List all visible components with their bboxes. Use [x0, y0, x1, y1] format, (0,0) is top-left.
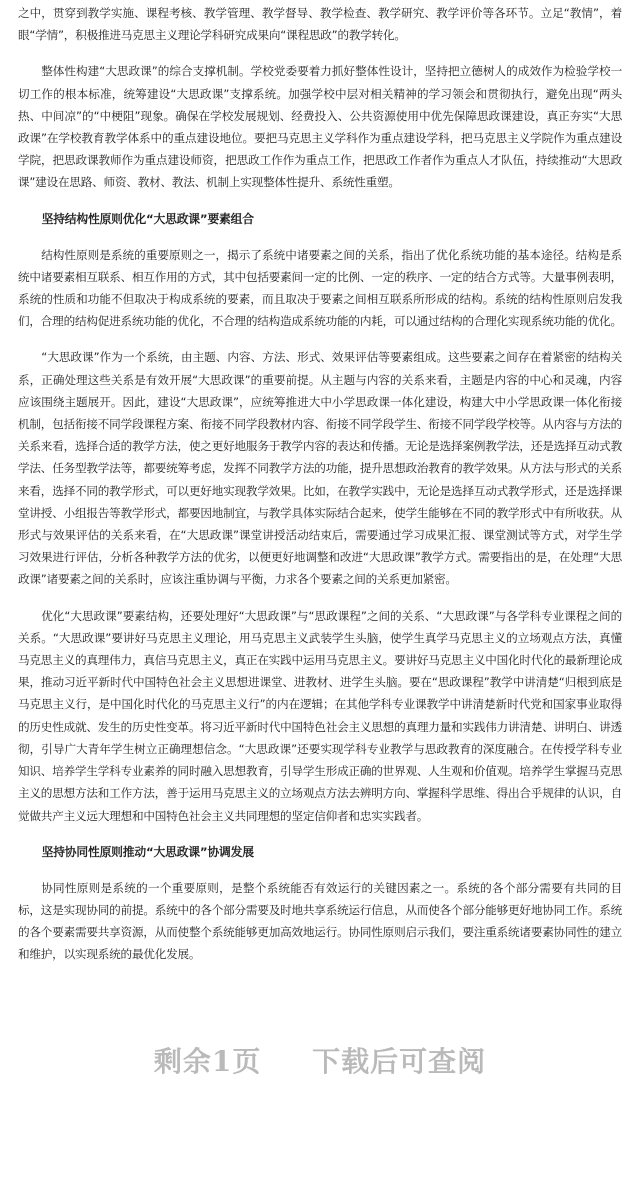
- paragraph: 结构性原则是系统的重要原则之一，揭示了系统中诸要素之间的关系，指出了优化系统功能的基本途径。结构是系统中诸要素相互联系、相互作用的方式，其中包括要素间一定的比例、一定的秩序、一定的结合方式等。大量事例表明，系统的性质和功能不但取决于构成系统的要素，而且取决于要素之间相互联系所形成的结构。系统的结构性原则启发我们，合理的结构促进系统功能的优化，不合理的结构造成系统功能的内耗，可以通过结构的合理化实现系统功能的优化。: [18, 247, 622, 329]
- paragraph: “大思政课”作为一个系统，由主题、内容、方法、形式、效果评估等要素组成。这些要素之间存在着紧密的结构关系，正确处理这些关系是有效开展“大思政课”的重要前提。从主题与内容的关系来看，主题是内容的中心和灵魂，内容应该围绕主题展开。因此，建设“大思政课”，应统筹推进大中小学思政课一体化建设，构建大中小学思政课一体化衔接机制，包括衔接不同学段课程方案、衔接不同学段教材内容、衔接不同学段学生、衔接不同学段学校等。从内容与方法的关系来看，选择合适的教学方法，使之更好地服务于教学内容的表达和传播。无论是选择案例教学法，还是选择互动式教学法、任务型教学法等，都要统筹考虑，发挥不同教学方法的功能，提升思想政治教育的教学效果。从方法与形式的关系来看，选择不同的教学形式，可以更好地实现教学效果。比如，在教学实践中，无论是选择互动式教学形式，还是选择课堂讲授、小组报告等教学形式，都要因地制宜，与教学具体实际结合起来，使学生能够在不同的教学形式中有所收获。从形式与效果评估的关系来看，在“大思政课”课堂讲授活动结束后，需要通过学习成果汇报、课堂测试等方式，对学生学习效果进行评估，分析各种教学方法的优劣，以便更好地调整和改进“大思政课”教学方式。需要指出的是，在处理“大思政课”诸要素之间的关系时，应该注重协调与平衡，力求各个要素之间的关系更加紧密。: [18, 350, 622, 587]
- download-to-read-label[interactable]: 下载后可查阅: [312, 1045, 487, 1078]
- download-prompt[interactable]: [0, 1040, 640, 1080]
- remaining-pages-label: 剩余1页: [153, 1045, 262, 1078]
- document-body: [18, 2, 622, 966]
- section-heading: 坚持结构性原则优化“大思政课”要素组合: [41, 211, 254, 226]
- paragraph: 之中，贯穿到教学实施、课程考核、教学管理、教学督导、教学检查、教学研究、教学评价等各环节。立足“教情”，着眼“学情”，积极推进马克思主义理论学科研究成果向“课程思政”的教学转化。: [18, 6, 622, 43]
- paragraph: 协同性原则是系统的一个重要原则，是整个系统能否有效运行的关键因素之一。系统的各个部分需要有共同的目标，这是实现协同的前提。系统中的各个部分需要及时地共享系统运行信息，从而使各个部分能够更好地协同工作。系统的各个要素需要共享资源，从而使整个系统能够更加高效地运行。协同性原则启示我们，要注重系统诸要素协同性的建立和维护，以实现系统的最优化发展。: [18, 880, 622, 962]
- paragraph: 优化“大思政课”要素结构，还要处理好“大思政课”与“思政课程”之间的关系、“大思政课”与各学科专业课程之间的关系。“大思政课”要讲好马克思主义理论，用马克思主义武装学生头脑，使学生真学马克思主义的立场观点方法，真懂马克思主义的真理伟力，真信马克思主义，真正在实践中运用马克思主义。要讲好马克思主义中国化时代化的最新理论成果，推动习近平新时代中国特色社会主义思想进课堂、进教材、进学生头脑。要在“思政课程”教学中讲清楚“归根到底是马克思主义行，是中国化时代化的马克思主义行”的内在逻辑；在其他学科专业课教学中讲清楚新时代党和国家事业取得的历史性成就、发生的历史性变革。将习近平新时代中国特色社会主义思想的真理力量和实践伟力讲清楚、讲明白、讲透彻，引导广大青年学生树立正确理想信念。“大思政课”还要实现学科专业教学与思政教育的深度融合。在传授学科专业知识、培养学生学科专业素养的同时融入思想教育，引导学生形成正确的世界观、人生观和价值观。培养学生掌握马克思主义的思想方法和工作方法，善于运用马克思主义的立场观点方法去辨明方向、掌握科学思维、得出合乎规律的认识，自觉做共产主义远大理想和中国特色社会主义共同理想的坚定信仰者和忠实实践者。: [18, 608, 622, 823]
- paragraph: 整体性构建“大思政课”的综合支撑机制。学校党委要着力抓好整体性设计，坚持把立德树人的成效作为检验学校一切工作的根本标准，统筹建设“大思政课”支撑系统。加强学校中层对相关精神的学习领会和贯彻执行，避免出现“两头热、中间凉”的“中梗阻”现象。确保在学校发展规划、经费投入、公共资源使用中优先保障思政课建设，真正夯实“大思政课”在学校教育教学体系中的重点建设地位。要把马克思主义学科作为重点建设学科，把马克思主义学院作为重点建设学院，把思政课教师作为重点建设师资，把思政工作作为重点工作，把思政工作者作为重点人才队伍，持续推动“大思政课”建设在思路、师资、教材、教法、机制上实现整体性提升、系统性重塑。: [18, 64, 622, 190]
- section-heading: 坚持协同性原则推动“大思政课”协调发展: [41, 844, 254, 859]
